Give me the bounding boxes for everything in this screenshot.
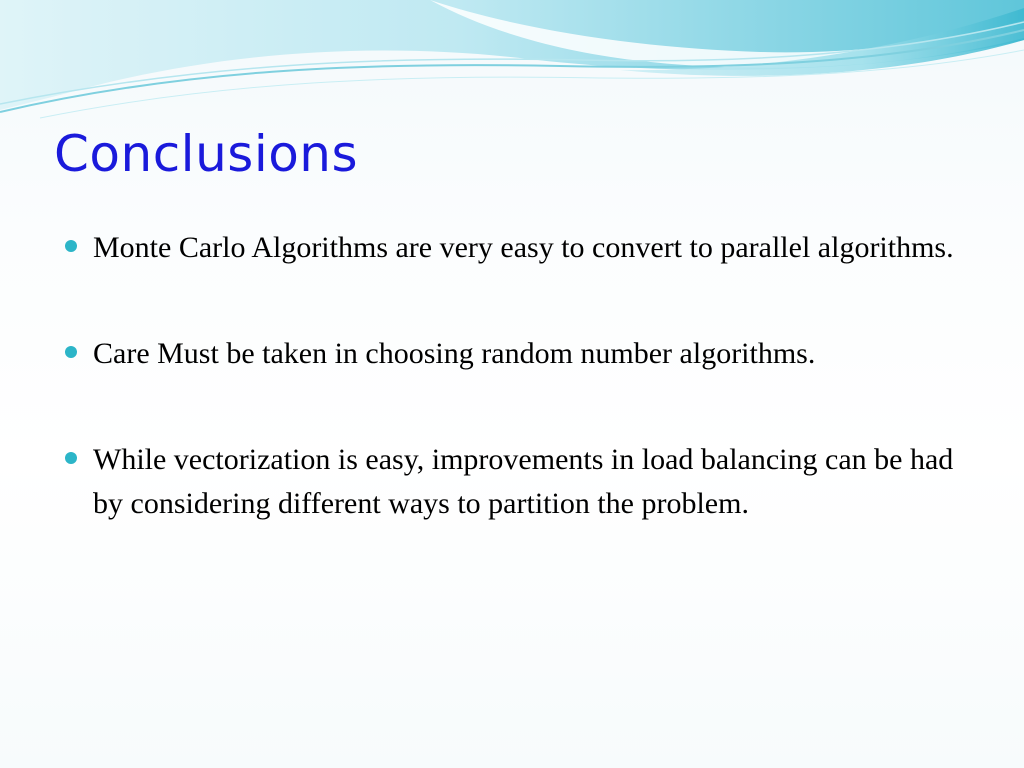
header-wave-decoration xyxy=(0,0,1024,140)
bullet-text: Care Must be taken in choosing random number algorithms. xyxy=(93,337,816,370)
bullet-item xyxy=(62,332,962,376)
bullet-dot-icon xyxy=(65,346,77,358)
slide-title: Conclusions xyxy=(54,125,359,183)
bullet-item xyxy=(62,438,962,526)
bullet-list xyxy=(62,226,962,588)
bullet-dot-icon xyxy=(65,452,77,464)
bullet-text: While vectorization is easy, improvements in load balancing can be had by considering different ways to partition the problem. xyxy=(93,443,954,520)
bullet-dot-icon xyxy=(65,240,77,252)
bullet-item xyxy=(62,226,962,270)
bullet-text: Monte Carlo Algorithms are very easy to convert to parallel algorithms. xyxy=(93,231,954,264)
